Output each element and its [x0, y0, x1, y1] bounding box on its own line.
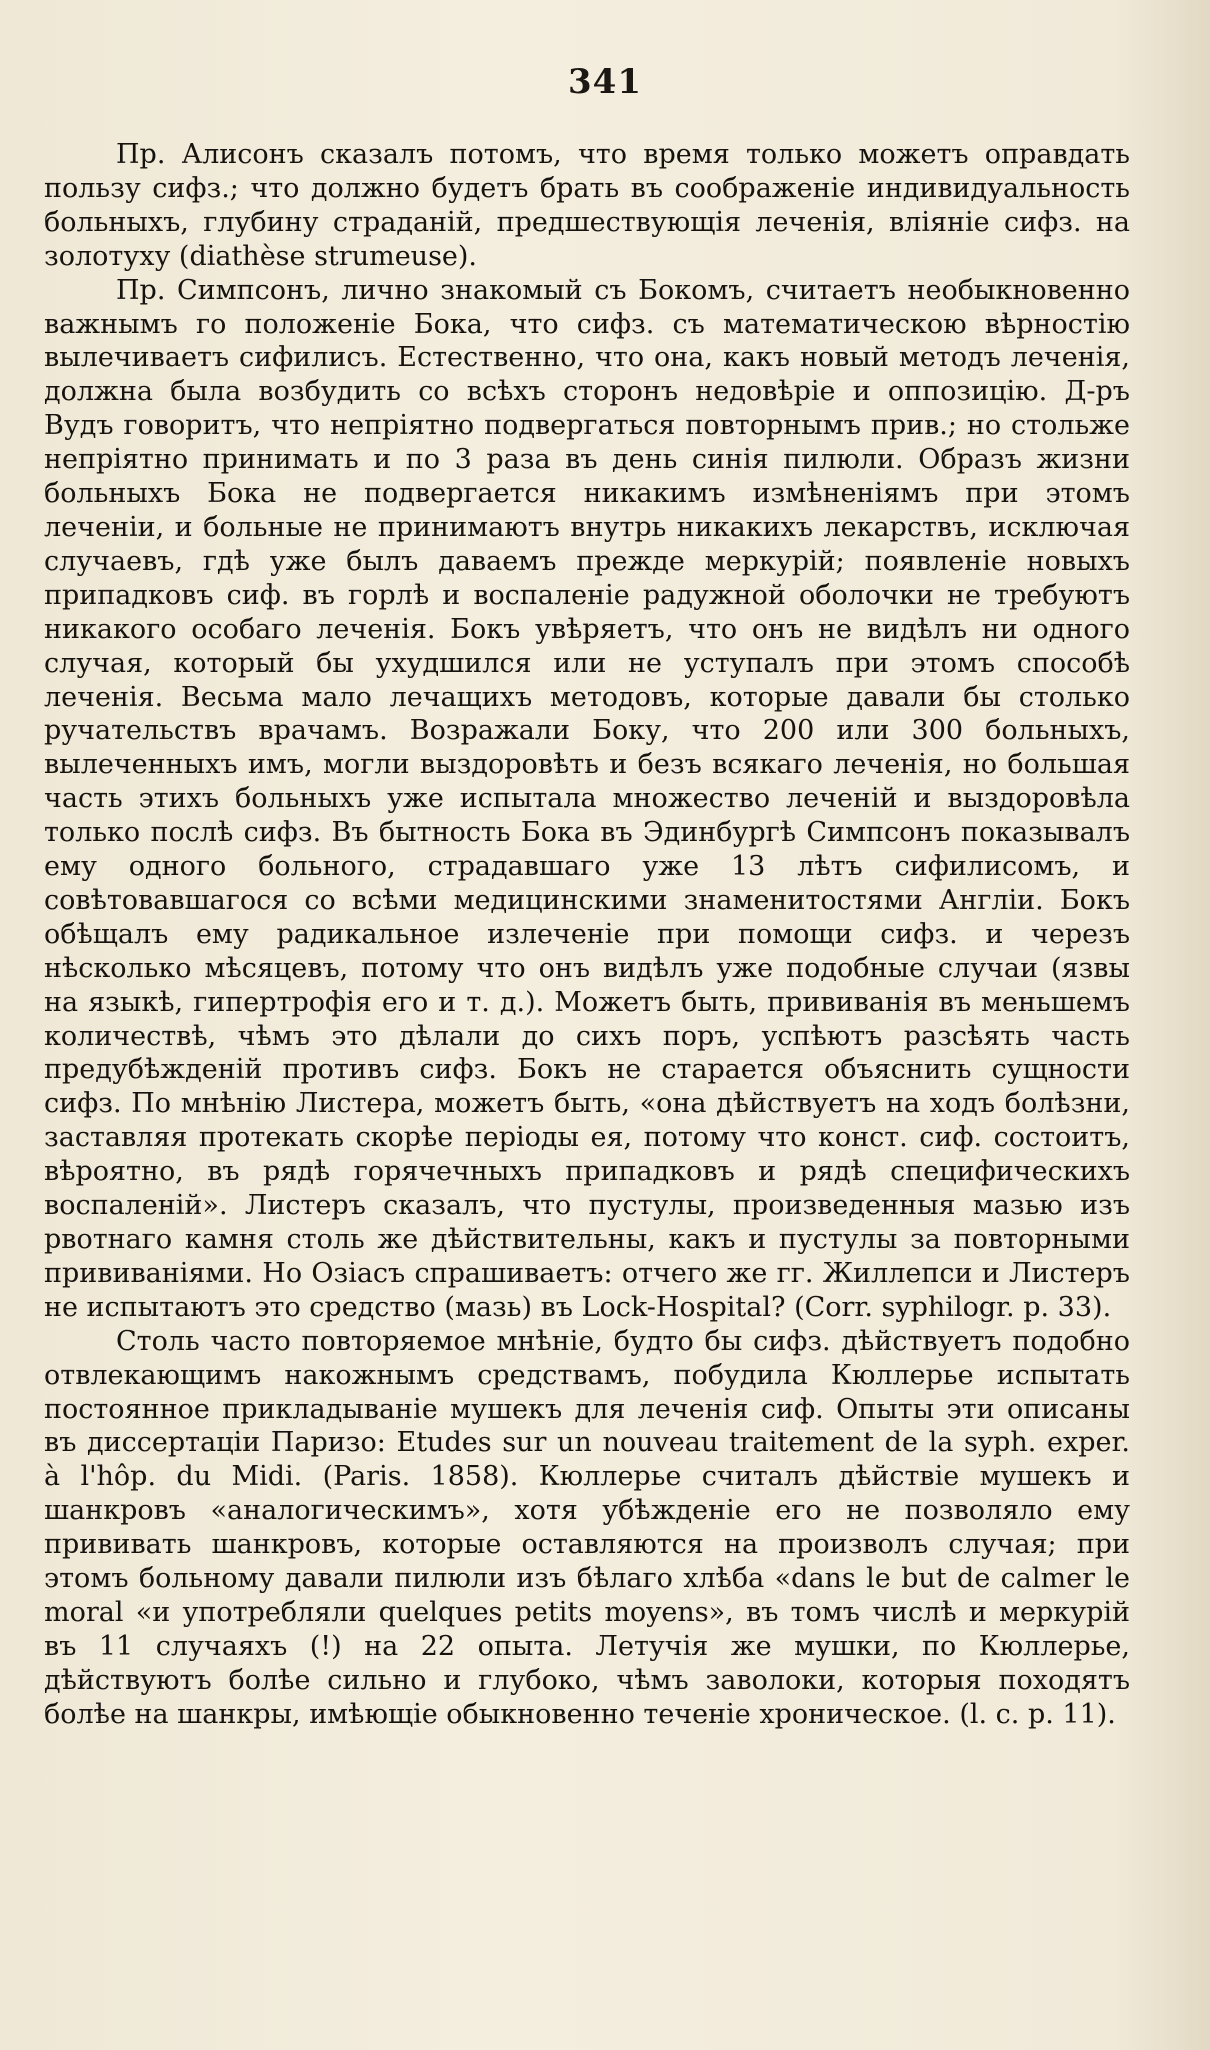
paragraph-3: Столь часто повторяемое мнѣніе, будто бы сифз. дѣйствуетъ подобно отвлекающимъ накожнымъ средствамъ, побудила Кюллерье испытать постоянное прикладываніе мушекъ для леченія сиф. Опыты эти описаны въ диссертаціи Паризо: Etudes sur un nouveau traitement de la syph. exper. à l'hôp. du Midi. (Paris. 1858). Кюллерье считалъ дѣйствіе мушекъ и шанкровъ «аналогическимъ», хотя убѣжденіе его не позволяло ему прививать шанкровъ, которые оставляются на произволъ случая; при этомъ больному давали пилюли изъ бѣлаго хлѣба «dans le but de calmer le moral «и употребляли quelques petits moyens», въ томъ числѣ и меркурій въ 11 случаяхъ (!) на 22 опыта. Летучія же мушки, по Кюллерье, дѣйствуютъ болѣе сильно и глубоко, чѣмъ заволоки, которыя походятъ болѣе на шанкры, имѣющіе обыкновенно теченіе хроническое. (l. c. p. 11).	[44, 1325, 1130, 1730]
body-text	[44, 138, 1130, 1732]
paragraph-2: Пр. Симпсонъ, лично знакомый съ Бокомъ, считаетъ необыкновенно важнымъ го положеніе Бока, что сифз. съ математическою вѣрностію вылечиваетъ сифилисъ. Естественно, что она, какъ новый методъ леченія, должна была возбудить со всѣхъ сторонъ недовѣріе и оппозицію. Д-ръ Вудъ говоритъ, что непріятно подвергаться повторнымъ прив.; но стольже непріятно принимать и по 3 раза въ день синія пилюли. Образъ жизни больныхъ Бока не подвергается никакимъ измѣненіямъ при этомъ леченіи, и больные не принимаютъ внутрь никакихъ лекарствъ, исключая случаевъ, гдѣ уже былъ даваемъ прежде меркурій; появленіе новыхъ припадковъ сиф. въ горлѣ и воспаленіе радужной оболочки не требуютъ никакого особаго леченія. Бокъ увѣряетъ, что онъ не видѣлъ ни одного случая, который бы ухудшился или не уступалъ при этомъ способѣ леченія. Весьма мало лечащихъ методовъ, которые давали бы столько ручательствъ врачамъ. Возражали Боку, что 200 или 300 больныхъ, вылеченныхъ имъ, могли выздоровѣть и безъ всякаго леченія, но большая часть этихъ больныхъ уже испытала множество леченій и выздоровѣла только послѣ сифз. Въ бытность Бока въ Эдинбургѣ Симпсонъ показывалъ ему одного больного, страдавшаго уже 13 лѣтъ сифилисомъ, и совѣтовавшагося со всѣми медицинскими знаменитостями Англіи. Бокъ обѣщалъ ему радикальное излеченіе при помощи сифз. и черезъ нѣсколько мѣсяцевъ, потому что онъ видѣлъ уже подобные случаи (язвы на языкѣ, гипертрофія его и т. д.). Можетъ быть, прививанія въ меньшемъ количествѣ, чѣмъ это дѣлали до сихъ поръ, успѣютъ разсѣять часть предубѣжденій противъ сифз. Бокъ не старается объяснить сущности сифз. По мнѣнію Листера, можетъ быть, «она дѣйствуетъ на ходъ болѣзни, заставляя протекать скорѣе періоды ея, потому что конст. сиф. состоитъ, вѣроятно, въ рядѣ горячечныхъ припадковъ и рядѣ специфическихъ воспаленій». Листеръ сказалъ, что пустулы, произведенныя мазью изъ рвотнаго камня столь же дѣйствительны, какъ и пустулы за повторными прививаніями. Но Озіасъ спрашиваетъ: отчего же гг. Жиллепси и Листеръ не испытаютъ это средство (мазь) въ Lock-Hospital? (Corr. syphilogr. p. 33).	[44, 274, 1130, 1323]
paragraph-1: Пр. Алисонъ сказалъ потомъ, что время только можетъ оправдать пользу сифз.; что должно будетъ брать въ соображеніе индивидуальность больныхъ, глубину страданій, предшествующія леченія, вліяніе сифз. на золотуху (diathèse strumeuse).	[44, 139, 1130, 272]
page-number: 341	[568, 62, 642, 102]
